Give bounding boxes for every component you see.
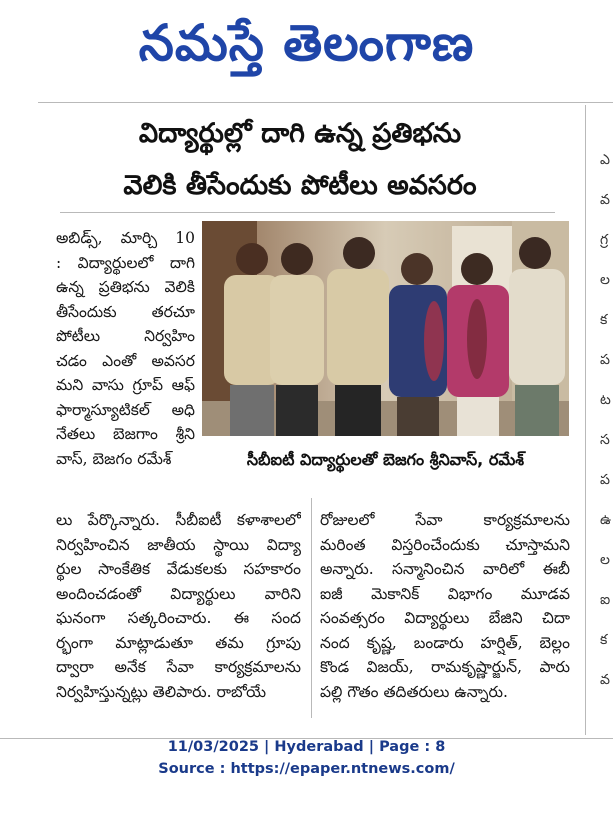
side-glyph: వ <box>600 192 610 208</box>
text-line: ర్భంగా మాట్లాడుతూ తమ గ్రూపు <box>56 633 301 652</box>
text-line: చడం ఎంతో అవసర <box>56 351 195 370</box>
headline-line-2: వెలికి తీసేందుకు పోటీలు అవసరం <box>123 170 477 201</box>
article-column-2 <box>320 508 570 704</box>
footer-source-line: Source : https://epaper.ntnews.com/ <box>158 761 455 777</box>
headline-line-1: విద్యార్థుల్లో దాగి ఉన్న ప్రతిభను <box>138 118 462 149</box>
text-line: ఐజీ మెకానిక్ విభాగం మూడవ <box>320 584 570 603</box>
text-line: రోజులలో సేవా కార్యక్రమాలను <box>320 511 570 529</box>
side-glyph: ట <box>600 392 611 408</box>
text-line: : విద్యార్థులలో దాగి <box>56 253 195 272</box>
side-glyph: ల <box>600 272 610 288</box>
text-line: నిర్వహిస్తున్నట్లు తెలిపారు. రాబోయే <box>56 682 267 701</box>
text-line: మని వాసు గ్రూప్ ఆఫ్ <box>56 376 195 394</box>
section-divider-vertical <box>585 105 586 735</box>
side-glyph: స <box>600 432 610 448</box>
text-line: కొండ విజయ్, రామకృష్ణార్జున్, పారు <box>320 658 570 676</box>
side-glyph: వ <box>600 672 610 688</box>
text-line: తీసేందుకు తరచూ <box>56 302 195 321</box>
text-line: నంద కృష్ణ, బండారు హర్షిత్, బెల్లం <box>320 633 570 652</box>
text-line: లు పేర్కొన్నారు. సీబీఐటీ కళాశాలలో <box>56 511 301 529</box>
text-line: అందించడంతో విద్యార్థులు వారిని <box>56 584 301 603</box>
text-line: ఘనంగా సత్కరించారు. ఈ సంద <box>56 609 301 627</box>
side-glyph: ఎ <box>600 152 610 168</box>
photo-caption: సీబీఐటీ విద్యార్థులతో బెజగం శ్రీనివాస్, రమేశ్ <box>246 450 525 469</box>
column-divider <box>311 498 312 718</box>
adjacent-article-edge <box>600 140 613 730</box>
text-line: పోటీలు నిర్వహిం <box>56 327 195 345</box>
side-glyph: ల <box>600 552 610 568</box>
article-column-1-bottom <box>56 508 301 704</box>
news-photo <box>202 221 569 436</box>
headline-divider <box>60 212 555 213</box>
text-line: సంవత్సరం విద్యార్థులు బేజిని చిదా <box>320 609 570 627</box>
footer-date-line: 11/03/2025 | Hyderabad | Page : 8 <box>167 739 446 755</box>
side-glyph: గ్ర <box>600 232 609 248</box>
text-line: నిర్వహించిన జాతీయ స్థాయి విద్యా <box>56 535 301 554</box>
side-glyph: ప <box>600 472 610 488</box>
text-line: పల్లి గౌతం తదితరులు ఉన్నారు. <box>320 682 508 701</box>
side-glyph: ఉ <box>600 512 612 528</box>
text-line: ద్వారా అనేక సేవా కార్యక్రమాలను <box>56 658 301 676</box>
text-line: అన్నారు. సన్మానించిన వారిలో ఈబీ <box>320 560 570 578</box>
text-line: అబిడ్స్, మార్చి 10 <box>56 229 195 247</box>
group-photo-illustration <box>202 221 569 436</box>
article-column-1-top <box>56 226 195 471</box>
text-line: ఉన్న ప్రతిభను వెలికి <box>56 278 195 296</box>
side-glyph: క <box>600 632 608 648</box>
newspaper-logo: నమస్తే తెలంగాణ <box>138 14 475 72</box>
text-line: ఫార్మాస్యూటికల్ అధి <box>56 400 195 419</box>
text-line: నేతలు బెజగాం శ్రీని <box>56 425 195 443</box>
side-glyph: క <box>600 312 608 328</box>
side-glyph: ఐ <box>600 592 611 608</box>
side-glyph: ప <box>600 352 610 368</box>
text-line: వాస్, బెజగం రమేశ్ <box>56 449 172 468</box>
masthead-divider <box>38 102 613 103</box>
text-line: ర్థుల సాంకేతిక వేడుకలకు సహకారం <box>56 560 301 578</box>
text-line: మరింత విస్తరించేందుకు చూస్తామని <box>320 535 570 554</box>
masthead <box>0 0 613 105</box>
